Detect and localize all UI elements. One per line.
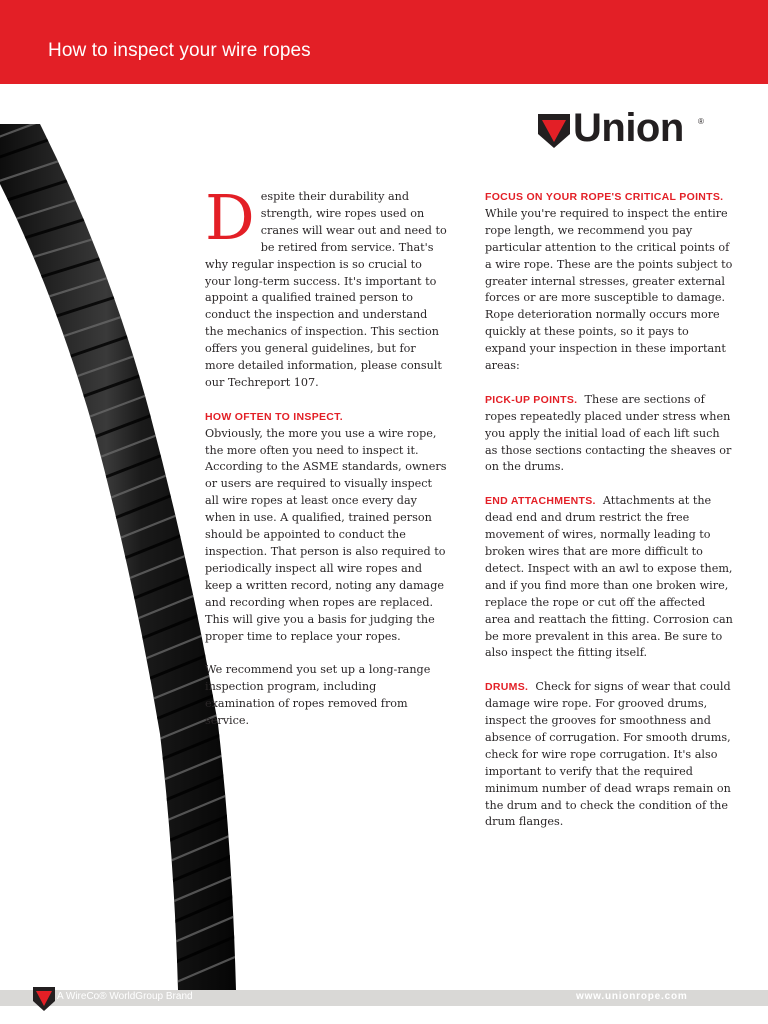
footer-brand: A WireCo® WorldGroup Brand [57,991,193,1002]
end-attachments-text: Attachments at the dead end and drum restrict the free movement of wires, normally leading to broken wires that are more difficult to detect. Inspect with an awl to expose them, and if you find more than one broken wire, replace the rope or cut off the affected area and reattach the fitting. Corrosion can be more prevalent in this area. Be sure to also inspect the fitting itself. [485,494,733,660]
pickup-section [485,392,733,477]
focus-section [485,189,733,375]
registered-mark: ® [698,117,704,126]
end-attachments-heading: END ATTACHMENTS. [485,495,596,508]
focus-heading: FOCUS ON YOUR ROPE'S CRITICAL POINTS. [485,191,724,203]
intro-paragraph [205,181,447,392]
header-bar [0,0,768,84]
footer-url-link[interactable]: www.unionrope.com [576,991,688,1002]
right-column [485,189,733,848]
union-shield-icon [538,114,570,148]
page-title: How to inspect your wire ropes [48,40,311,61]
recommend-paragraph: We recommend you set up a long-range inspection program, including examination of ropes removed from service. [205,663,431,728]
focus-text: While you're required to inspect the entire rope length, we recommend you pay particular attention to the critical points of a wire rope. These are the points subject to greater internal stresses, greater external forces or are more susceptible to damage. Rope deterioration normally occurs more quickly at these points, so it pays to expand your inspection in these important areas: [485,206,733,373]
pickup-heading: PICK-UP POINTS. [485,393,578,406]
end-attachments-section [485,493,733,662]
drop-cap: D [205,181,255,254]
drums-text: Check for signs of wear that could damage wire rope. For grooved drums, inspect the grooves for smoothness and absence of corrugation. For smooth drums, check for wire rope corrugation. It's also important to verify that the required minimum number of dead wraps remain on the drum and to check the condition of the drum flanges. [485,680,731,829]
how-often-text: Obviously, the more you use a wire rope, the more often you need to inspect it. According to the ASME standards, owners or users are required to visually inspect all wire ropes at least once every day when in use. A qualified, trained person should be appointed to conduct the inspection. That person is also required to periodically inspect all wire ropes and keep a written record, noting any damage and recording when ropes are replaced. This will give you a basis for judging the proper time to replace your ropes. [205,426,447,643]
how-often-heading: HOW OFTEN TO INSPECT. [205,410,343,423]
how-often-section [205,409,447,646]
wireco-shield-icon [33,987,55,1011]
intro-text: espite their durability and strength, wire ropes used on cranes will wear out and need to be retired from service. That's why regular inspection is so crucial to your long-term success. It's important to appoint a qualified trained person to conduct the inspection and understand the mechanics of inspection. This section offers you general guidelines, but for more detailed information, please consult our Techreport 107. [205,190,447,389]
drums-heading: DRUMS. [485,681,529,694]
left-column [205,181,447,747]
drums-section [485,679,733,831]
pickup-text: These are sections of ropes repeatedly placed under stress when you apply the initial load of each lift such as those sections contacting the sheaves or on the drums. [485,392,732,474]
union-logo [538,106,708,152]
logo-wordmark: Union [573,106,684,150]
